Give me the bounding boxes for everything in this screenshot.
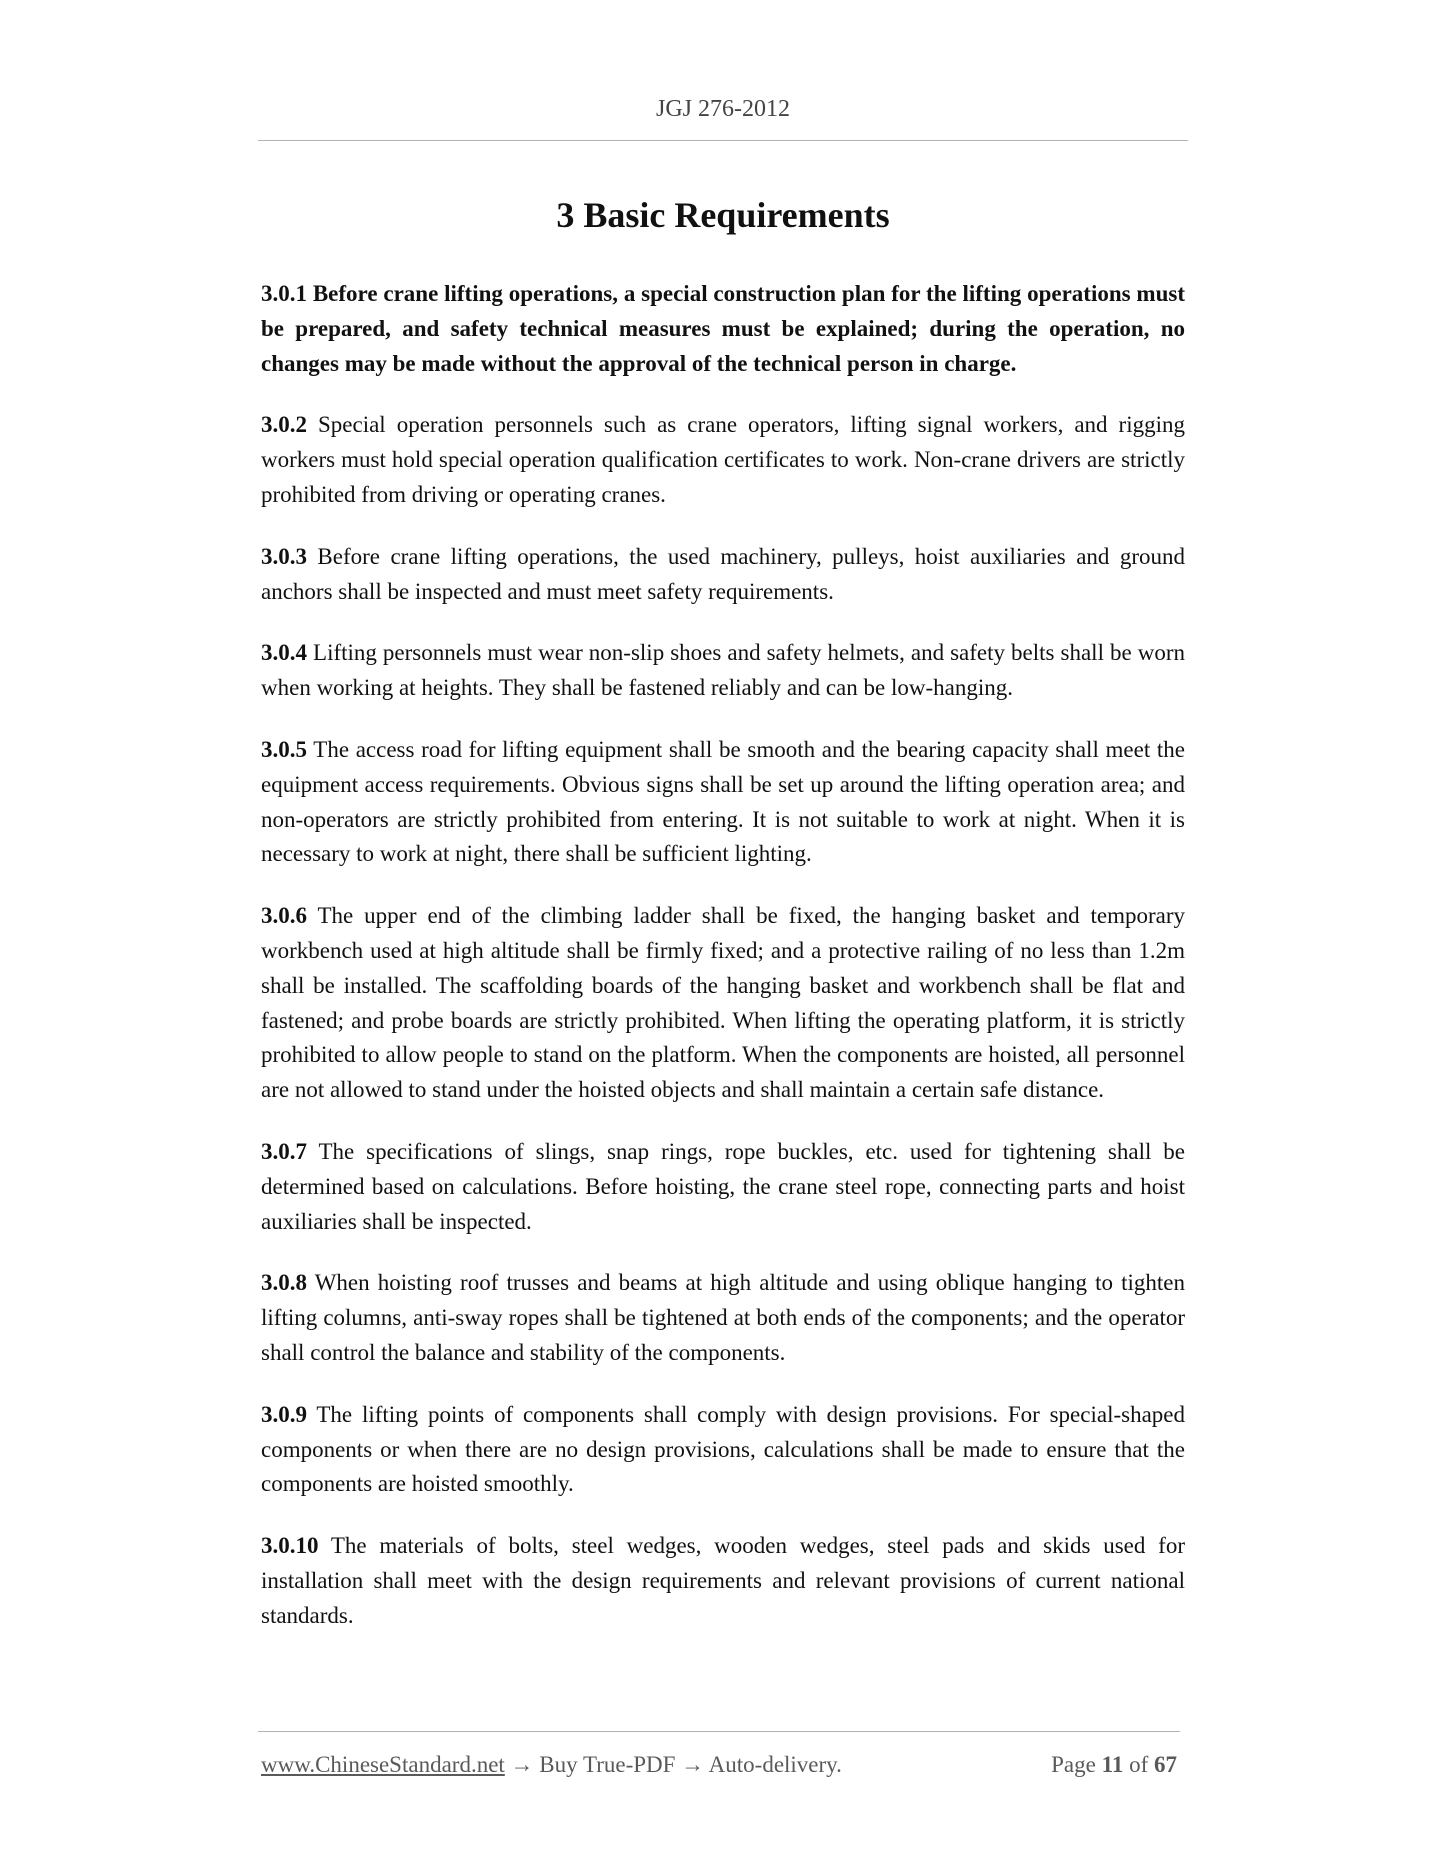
- clause-3-0-5: [261, 733, 1185, 872]
- clause-text: The specifications of slings, snap rings, rope buckles, etc. used for tightening shall be determined based on calculations. Before hoisting, the crane steel rope, connecting parts and hoist auxiliaries shall be inspected.: [261, 1138, 1185, 1234]
- clause-number: 3.0.7: [261, 1138, 307, 1164]
- clause-number: 3.0.6: [261, 903, 307, 929]
- chapter-title: 3 Basic Requirements: [556, 195, 890, 235]
- promo-text: → Buy True-PDF → Auto-delivery.: [504, 1752, 842, 1777]
- clause-text: Before crane lifting operations, the used machinery, pulleys, hoist auxiliaries and ground anchors shall be inspected and must meet safety requirements.: [261, 543, 1185, 604]
- clause-3-0-8: [261, 1266, 1185, 1370]
- clause-3-0-3: [261, 540, 1185, 610]
- clause-number: 3.0.5: [261, 736, 307, 762]
- clause-text: Lifting personnels must wear non-slip shoes and safety helmets, and safety belts shall be worn when working at heights. They shall be fastened reliably and can be low-hanging.: [261, 640, 1185, 701]
- clause-text: The materials of bolts, steel wedges, wooden wedges, steel pads and skids used for installation shall meet with the design requirements and relevant provisions of current national standards.: [261, 1533, 1185, 1628]
- clause-3-0-10: [261, 1529, 1185, 1633]
- footer-divider: [258, 1731, 1180, 1732]
- clause-text: The access road for lifting equipment shall be smooth and the bearing capacity shall meet the equipment access requirements. Obvious signs shall be set up around the lifting operation area; and non-operators are strictly prohibited from entering. It is not suitable to work at night. When it is necessary to work at night, there shall be sufficient lighting.: [261, 736, 1185, 867]
- footer-promo: [261, 1752, 842, 1778]
- clause-list: [261, 277, 1185, 1661]
- page-of: of: [1123, 1752, 1154, 1777]
- header-divider: [258, 140, 1188, 141]
- clause-text: The upper end of the climbing ladder shall be fixed, the hanging basket and temporary workbench used at high altitude shall be firmly fixed; and a protective railing of no less than 1.2m shall be installed. The scaffolding boards of the hanging basket and workbench shall be flat and fastened; and probe boards are strictly prohibited. When lifting the operating platform, it is strictly prohibited to allow people to stand on the platform. When the components are hoisted, all personnel are not allowed to stand under the hoisted objects and shall maintain a certain safe distance.: [261, 903, 1185, 1103]
- clause-text: The lifting points of components shall comply with design provisions. For special-shaped components or when there are no design provisions, calculations shall be made to ensure that the components are hoisted smoothly.: [261, 1401, 1185, 1497]
- clause-text: Special operation personnels such as crane operators, lifting signal workers, and rigging workers must hold special operation qualification certificates to work. Non-crane drivers are strictly prohibited from driving or operating cranes.: [261, 412, 1185, 507]
- clause-3-0-2: [261, 408, 1185, 512]
- clause-3-0-6: [261, 899, 1185, 1108]
- clause-number: 3.0.2: [261, 412, 307, 438]
- clause-number: 3.0.1: [261, 281, 307, 306]
- clause-3-0-1: [261, 277, 1185, 381]
- clause-number: 3.0.10: [261, 1533, 319, 1559]
- page-total: 67: [1154, 1752, 1177, 1777]
- site-link[interactable]: www.ChineseStandard.net: [261, 1752, 505, 1777]
- page-current: 11: [1101, 1752, 1124, 1777]
- clause-number: 3.0.8: [261, 1270, 307, 1296]
- clause-text: When hoisting roof trusses and beams at high altitude and using oblique hanging to tighten lifting columns, anti-sway ropes shall be tightened at both ends of the components; and the operator shall control the balance and stability of the components.: [261, 1270, 1185, 1365]
- clause-number: 3.0.4: [261, 640, 307, 666]
- clause-number: 3.0.9: [261, 1401, 307, 1427]
- clause-3-0-9: [261, 1398, 1185, 1502]
- clause-3-0-4: [261, 636, 1185, 706]
- running-header: JGJ 276-2012: [655, 96, 790, 122]
- page-word: Page: [1051, 1752, 1102, 1777]
- clause-number: 3.0.3: [261, 543, 307, 569]
- page-number: [1051, 1752, 1177, 1778]
- clause-3-0-7: [261, 1135, 1185, 1239]
- clause-text: Before crane lifting operations, a special construction plan for the lifting operations must be prepared, and safety technical measures must be explained; during the operation, no changes may be made without the approval of the technical person in charge.: [261, 281, 1185, 376]
